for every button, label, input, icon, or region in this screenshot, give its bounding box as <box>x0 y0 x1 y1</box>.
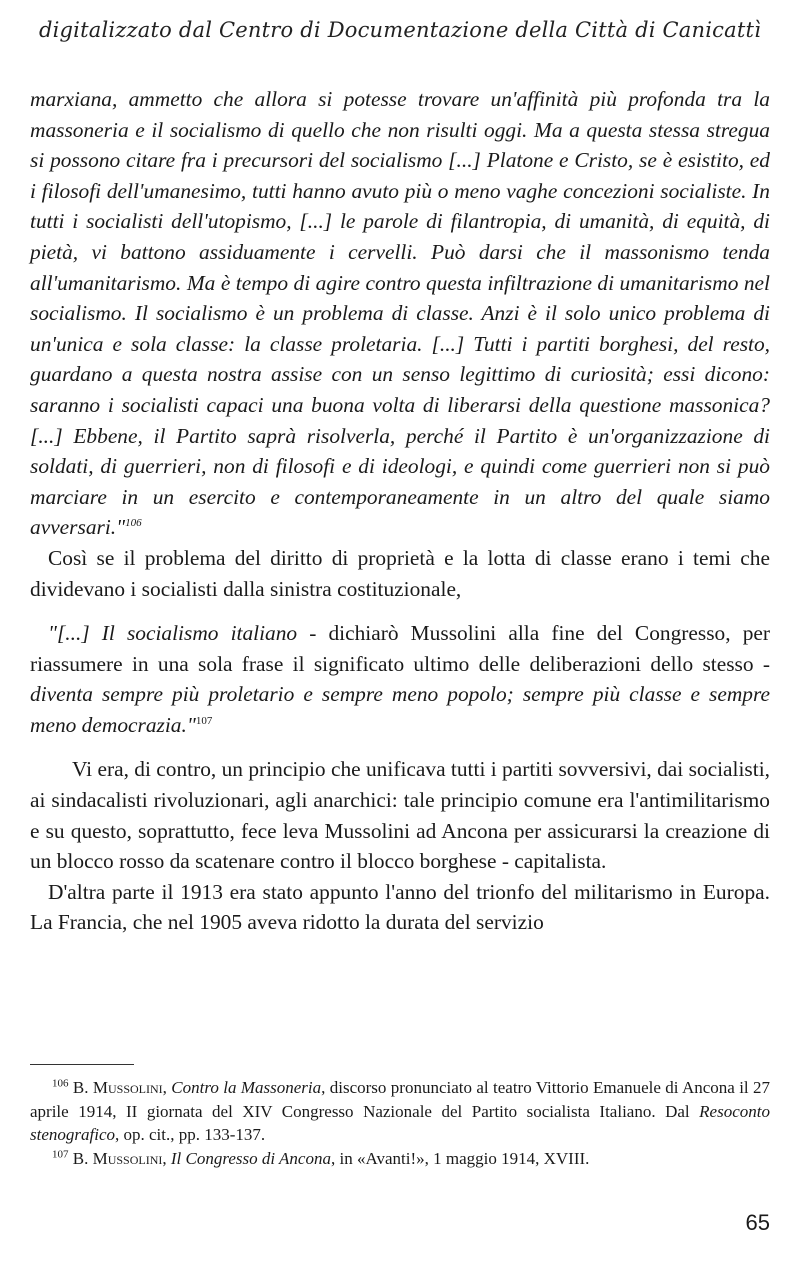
footnote-title: Contro la Massoneria <box>171 1078 322 1097</box>
footnote-text: , discorso pronunciato al teatro Vittorio Emanuele di Ancona il 27 aprile 1914, II giornata del XIV Congresso Nazionale del Partito socialista Italiano. Dal <box>30 1078 771 1121</box>
spacer <box>30 740 770 754</box>
quote-block-1 <box>30 84 770 543</box>
footnote-ref-107[interactable]: 107 <box>195 714 213 727</box>
footnote-107: $^{107}$ B. Mussolini, Il Congresso di Ancona, in «Avanti!», 1 maggio 1914, XVIII. <box>52 1147 590 1168</box>
footnote-divider <box>30 1064 134 1065</box>
watermark-header: digitalizzato dal Centro di Documentazione della Città di Canicattì <box>38 18 762 42</box>
footnote-text-end: , 1 maggio 1914, XVIII. <box>424 1148 590 1168</box>
footnote-number: 107 <box>52 1147 69 1160</box>
paragraph-1: Così se il problema del diritto di proprietà e la lotta di classe erano i temi che dividevano i socialisti dalla sinistra costituzionale, <box>30 545 770 601</box>
footnote-ref-106[interactable]: 106 <box>125 517 142 530</box>
quote-block-2 <box>30 618 770 740</box>
paragraph-3: D'altra parte il 1913 era stato appunto l'anno del trionfo del militarismo in Europa. La Francia, che nel 1905 aveva ridotto la durata del servizio <box>30 879 770 935</box>
footnote-106: $^{106}$ B. Mussolini, Contro la Massoneria, discorso pronunciato al teatro Vittorio Emanuele di Ancona il 27 aprile 1914, II giornata del XIV Congresso Nazionale del Partito socialista Italiano. Dal Resoconto stenografico, op. cit., pp. 133-137. <box>30 1077 771 1144</box>
footnote-title: Il Congresso di Ancona <box>170 1148 331 1168</box>
spacer <box>30 604 770 618</box>
quote-2-italic-start: "[...] Il socialismo italiano <box>48 621 298 646</box>
footnote-source: «Avanti!» <box>356 1148 425 1168</box>
main-text <box>30 84 770 938</box>
footnotes <box>30 1076 770 1170</box>
page-number: 65 <box>745 1210 770 1235</box>
footnote-number: 106 <box>52 1077 69 1090</box>
footnote-author: B. Mussolini <box>72 1078 163 1097</box>
footnote-text-end: , op. cit., pp. 133-137. <box>115 1125 266 1144</box>
footnote-source: Resoconto stenografico <box>30 1101 770 1144</box>
quote-1-text: marxiana, ammetto che allora si potesse trovare un'affinità più profonda tra la massoneria e il socialismo di quello che non risulti oggi. Ma a questa stessa stregua si possono citare fra i precursori del socialismo [...] Platone e Cristo, se è esistito, ed i filosofi dell'umanesimo, tutti hanno avuto più o meno vaghe concezioni socialiste. In tutti i socialisti dell'utopismo, [...] le parole di filantropia, di umanità, di equità, di pietà, vi battono assiduamente i cervelli. Può darsi che il massonismo tenda all'umanitarismo. Ma è tempo di agire contro questa infiltrazione di umanitarismo nel socialismo. Il socialismo è un problema di classe. Anzi è il solo unico problema di un'unica e sola classe: la classe proletaria. [...] Tutti i partiti borghesi, del resto, guardano a questa nostra assise con un senso legittimo di curiosità; essi dicono: saranno i socialisti capaci una buona volta di liberarsi della questione massonica? [...] Ebbene, il Partito saprà risolverla, perché il Partito è un'organizzazione di soldati, di guerrieri, non di filosofi e di ideologi, e quindi come guerrieri non si può marciare in un esercito e contemporaneamente in un altro del quale siamo avversari." <box>30 87 770 540</box>
footnote-text: , in <box>330 1148 357 1168</box>
quote-2-italic-end: diventa sempre più proletario e sempre meno popolo; sempre più classe e sempre meno democrazia." <box>30 682 770 737</box>
quote-2-roman-middle: - dichiarò Mussolini alla fine del Congresso, per riassumere in una sola frase il significato ultimo delle deliberazioni dello stesso - <box>30 621 771 676</box>
paragraph-2: Vi era, di contro, un principio che unificava tutti i partiti sovversivi, dai socialisti, ai sindacalisti rivoluzionari, agli anarchici: tale principio comune era l'antimilitarismo e su questo, soprattutto, fece leva Mussolini ad Ancona per assicurarsi la creazione di un blocco rosso da scatenare contro il blocco borghese - capitalista. <box>30 757 770 874</box>
footnote-author: B. Mussolini <box>72 1148 163 1168</box>
